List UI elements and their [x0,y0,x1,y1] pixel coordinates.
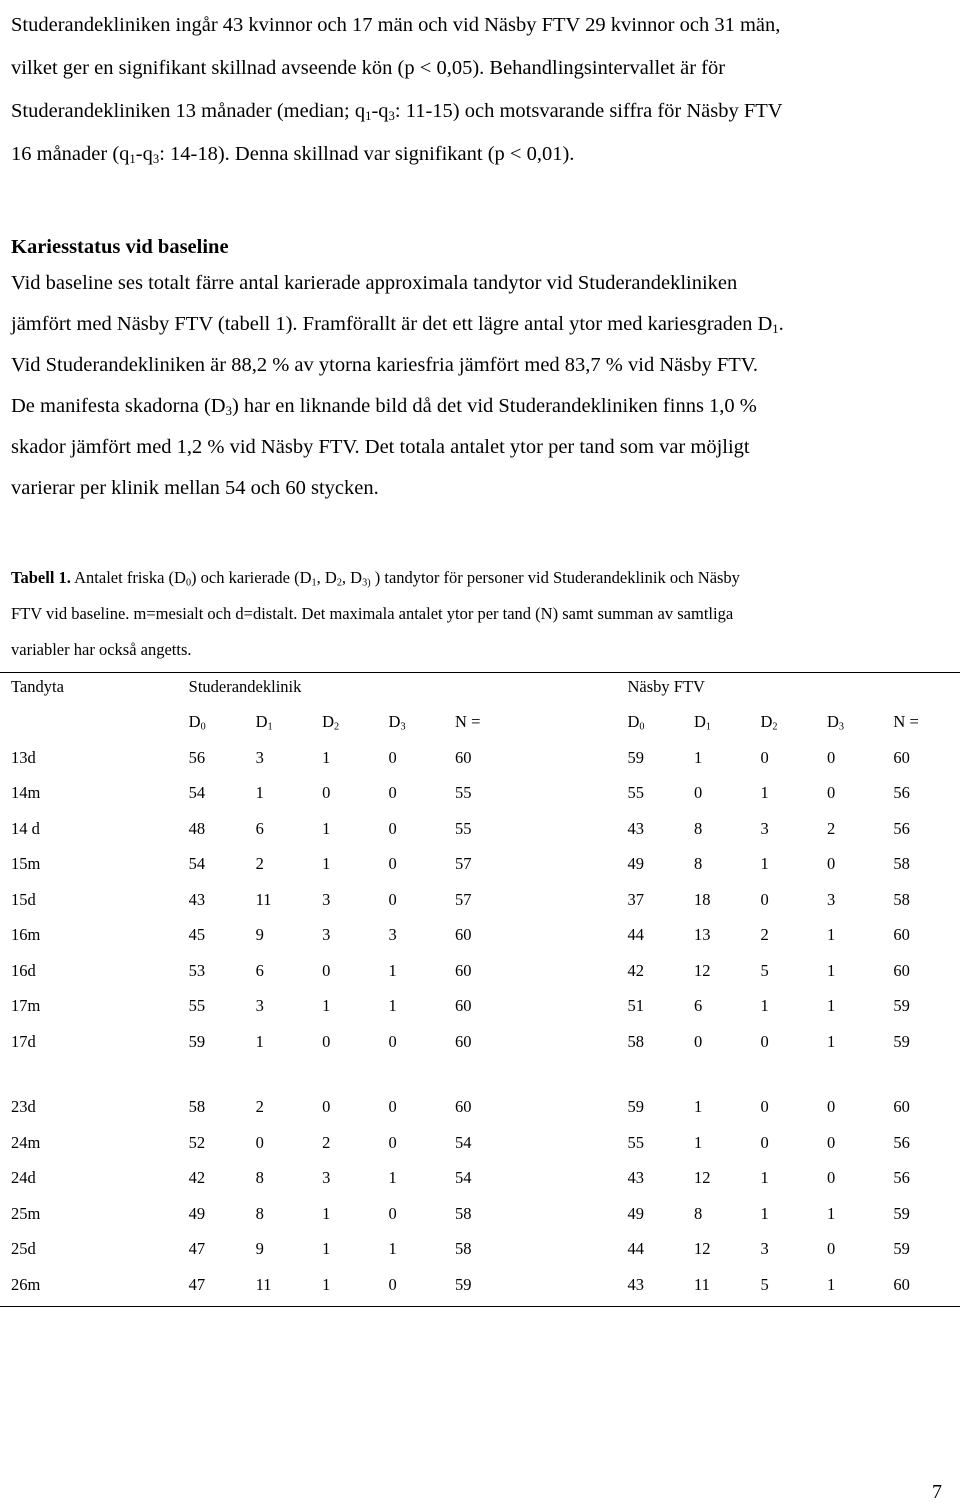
table-row [0,953,960,989]
table-cell: 0 [388,1097,397,1117]
table-cell: 0 [760,747,769,767]
table-cell: 59 [627,1097,644,1117]
table-cell: 11 [255,889,272,909]
table-cell: 0 [322,783,331,803]
table-cell: 59 [893,996,910,1016]
table-row [0,1232,960,1268]
row-tooth-surface: 15m [11,854,41,874]
table-cell: 0 [826,1132,836,1152]
table-cell: 0 [826,1097,836,1117]
table-cell: 1 [255,1031,264,1051]
subheader-nasby-2: $D_2$ [760,712,778,733]
table-cell: 0 [826,1239,836,1259]
table-cell: 1 [322,996,331,1016]
table-cell: 5 [760,1274,769,1294]
table-cell: 60 [455,960,472,980]
table-cell: 1 [826,1031,836,1051]
table-cell: 0 [760,1031,769,1051]
table-cell: 0 [322,1031,331,1051]
table-cell: 0 [322,1097,331,1117]
section-heading: Kariesstatus vid baseline [11,236,229,258]
intro-line-1: Studerandekliniken ingår 43 kvinnor och 17 män och vid Näsby FTV 29 kvinnor och 31 män, [11,14,781,36]
table-cell: 1 [826,960,836,980]
row-tooth-surface: 25d [11,1239,36,1259]
subheader-stud-2: $D_2$ [322,712,340,733]
table-subheader-row [0,705,960,741]
table-cell: 0 [826,747,836,767]
table-cell: 1 [322,818,331,838]
table-cell: 44 [627,925,644,945]
row-tooth-surface: 14 d [11,818,40,838]
table-cell: 1 [388,1168,397,1188]
table-cell: 3 [826,889,836,909]
table-cell: 3 [760,1239,769,1259]
table-cell: 1 [826,996,836,1016]
table-cell: 1 [388,1239,397,1259]
table-cell: 9 [255,925,264,945]
body-line-4: De manifesta skadorna $(D_3)$ har en liknande bild då det vid Studerandekliniken finns 1,0 % [11,395,757,419]
table-cell: 60 [455,1097,472,1117]
table-cell: 1 [760,1168,769,1188]
table-cell: 8 [255,1168,264,1188]
table-cell: 56 [893,1132,910,1152]
table-cell: 0 [388,747,397,767]
table-cell: 58 [188,1097,206,1117]
subheader-nasby-4: N = [893,712,919,732]
table-cell: 12 [693,960,711,980]
table-spacer-row [0,1060,960,1090]
table-cell: 1 [322,854,331,874]
subheader-nasby-0: $D_0$ [627,712,645,733]
table-cell: 1 [255,783,264,803]
table-cell: 0 [388,1132,397,1152]
table-cell: 58 [627,1031,644,1051]
table-cell: 0 [255,1132,264,1152]
table-cell: 0 [693,783,703,803]
table-cell: 54 [455,1132,472,1152]
page-number: 7 [932,1481,942,1503]
header-nasby-ftv: Näsby FTV [627,676,705,696]
table-cell: 55 [627,1132,644,1152]
table-cell: 55 [627,783,644,803]
table-cell: 13 [693,925,711,945]
table-cell: 60 [893,1097,910,1117]
table-cell: 2 [255,854,264,874]
table-cell: 0 [388,818,397,838]
row-tooth-surface: 17d [11,1031,36,1051]
table-cell: 60 [893,925,910,945]
table-cell: 51 [627,996,644,1016]
table-cell: 55 [188,996,206,1016]
header-tandyta: Tandyta [11,676,64,696]
table-cell: 1 [760,1203,769,1223]
table-cell: 59 [455,1274,472,1294]
table-cell: 1 [693,747,703,767]
table-cell: 49 [627,1203,644,1223]
table-row [0,847,960,883]
row-tooth-surface: 23d [11,1097,36,1117]
table-row [0,1161,960,1197]
spacer-cell [0,1060,960,1090]
subheader-stud-0: $D_0$ [188,712,206,733]
row-tooth-surface: 24d [11,1168,36,1188]
table-cell: 60 [893,1274,910,1294]
body-paragraph [11,263,951,509]
table-cell: 1 [760,854,769,874]
caption-line-2: FTV vid baseline. m=mesialt och d=distalt. Det maximala antalet ytor per tand (N) samt summan av samtliga [11,604,734,623]
table-cell: 47 [188,1274,206,1294]
table-cell: 60 [455,1031,472,1051]
table-cell: 11 [255,1274,272,1294]
table-row [0,740,960,776]
table-row [0,989,960,1025]
subheader-nasby-3: $D_3$ [826,712,844,733]
subheader-stud-3: $D_3$ [388,712,406,733]
table-cell: 54 [188,854,206,874]
table-cell: 3 [322,925,331,945]
row-tooth-surface: 25m [11,1203,41,1223]
table-row [0,1090,960,1126]
table-cell: 60 [893,747,910,767]
table-cell: 0 [322,960,331,980]
body-line-3: Vid Studerandekliniken är 88,2 % av ytorna kariesfria jämfört med 83,7 % vid Näsby FTV. [11,354,759,376]
table-cell: 12 [693,1168,711,1188]
row-tooth-surface: 16d [11,960,36,980]
table-cell: 59 [188,1031,206,1051]
table-cell: 6 [255,818,264,838]
table-cell: 55 [455,783,472,803]
row-tooth-surface: 13d [11,747,36,767]
table-cell: 60 [893,960,910,980]
table-cell: 2 [255,1097,264,1117]
table-cell: 0 [826,854,836,874]
header-empty [0,705,178,741]
table-cell: 43 [627,818,644,838]
table-cell: 0 [388,1203,397,1223]
table-cell: 1 [693,1132,703,1152]
table-group-header-row [0,669,960,705]
table-cell: 42 [627,960,644,980]
table-cell: 6 [693,996,703,1016]
table-cell: 3 [322,889,331,909]
table-row [0,1024,960,1060]
row-tooth-surface: 17m [11,996,41,1016]
table-cell: 1 [388,996,397,1016]
table-cell: 47 [188,1239,206,1259]
table-cell: 0 [693,1031,703,1051]
table-cell: 0 [760,1097,769,1117]
table-cell: 2 [322,1132,331,1152]
table-cell: 54 [188,783,206,803]
table-cell: 12 [693,1239,711,1259]
table-row [0,918,960,954]
table-cell: 37 [627,889,644,909]
table-cell: 6 [255,960,264,980]
table-cell: 8 [693,1203,703,1223]
subheader-stud-4: N = [455,712,481,732]
table-cell: 1 [322,1239,331,1259]
table-row [0,776,960,812]
table-cell: 58 [455,1203,472,1223]
table-cell: 43 [627,1168,644,1188]
table-cell: 53 [188,960,206,980]
subheader-stud-1: $D_1$ [255,712,273,733]
caption-line-1: Tabell 1. Antalet friska $(D_0)$ och karierade ($D_1$, $D_2$, $D_{3)}$ ) tandytor för personer vid Studerandeklinik och Näsby [11,568,740,589]
table-cell: 56 [893,818,910,838]
caption-line-3: variabler har också angetts. [11,640,192,659]
table-cell: 58 [893,889,910,909]
table-cell: 8 [693,854,703,874]
table-cell: 48 [188,818,206,838]
table-cell: 59 [893,1203,910,1223]
table-cell: 60 [455,925,472,945]
table-cell: 55 [455,818,472,838]
row-tooth-surface: 15d [11,889,36,909]
table-cell: 1 [826,1274,836,1294]
table-cell: 56 [893,1168,910,1188]
table-cell: 8 [255,1203,264,1223]
table-cell: 11 [693,1274,710,1294]
table-cell: 43 [627,1274,644,1294]
table-cell: 3 [760,818,769,838]
table-cell: 2 [826,818,836,838]
table-cell: 58 [455,1239,472,1259]
table-cell: 52 [188,1132,206,1152]
table-cell: 3 [255,996,264,1016]
row-tooth-surface: 26m [11,1274,41,1294]
table-cell: 0 [388,1031,397,1051]
table-cell: 0 [826,783,836,803]
table-cell: 1 [322,747,331,767]
row-tooth-surface: 14m [11,783,41,803]
table-cell: 1 [322,1203,331,1223]
table-cell: 42 [188,1168,206,1188]
table-cell: 43 [188,889,206,909]
caption-label: Tabell 1. [11,568,71,587]
table-row [0,1196,960,1232]
table-cell: 1 [322,1274,331,1294]
table-cell: 1 [388,960,397,980]
table-row [0,882,960,918]
table-cell: 2 [760,925,769,945]
table-cell: 45 [188,925,206,945]
table-cell: 60 [455,747,472,767]
table-cell: 59 [627,747,644,767]
table-row [0,811,960,847]
table-cell: 0 [826,1168,836,1188]
intro-paragraph [11,4,951,176]
subheader-nasby-1: $D_1$ [693,712,711,733]
table-row [0,1125,960,1161]
row-tooth-surface: 16m [11,925,41,945]
table-cell: 1 [760,996,769,1016]
table-cell: 3 [255,747,264,767]
table-cell: 1 [826,925,836,945]
table-cell: 18 [693,889,711,909]
table-cell: 60 [455,996,472,1016]
caries-table [0,669,960,1303]
table-cell: 0 [388,1274,397,1294]
table-row [0,1267,960,1303]
table-cell: 0 [760,1132,769,1152]
row-tooth-surface: 24m [11,1132,41,1152]
body-line-2: jämfört med Näsby FTV (tabell 1). Framförallt är det ett lägre antal ytor med kariesgraden $D_1$. [11,313,784,337]
intro-line-4: 16 månader ($q_1-q_3$: 14-18). Denna skillnad var signifikant (p < 0,01). [11,143,575,167]
table-cell: 59 [893,1031,910,1051]
table-cell: 0 [388,889,397,909]
table-cell: 9 [255,1239,264,1259]
table-caption [11,560,951,668]
body-line-6: varierar per klinik mellan 54 och 60 stycken. [11,477,379,499]
body-line-5: skador jämfört med 1,2 % vid Näsby FTV. Det totala antalet ytor per tand som var möjligt [11,436,750,458]
intro-line-3: Studerandekliniken 13 månader (median; $q_1-q_3$: 11-15) och motsvarande siffra för Näsby FTV [11,100,783,124]
table-bottom-rule [0,1306,960,1307]
table-cell: 0 [760,889,769,909]
table-cell: 57 [455,889,472,909]
table-cell: 1 [693,1097,703,1117]
table-cell: 3 [322,1168,331,1188]
table-cell: 59 [893,1239,910,1259]
table-cell: 5 [760,960,769,980]
table-cell: 3 [388,925,397,945]
table-cell: 0 [388,783,397,803]
body-line-1: Vid baseline ses totalt färre antal karierade approximala tandytor vid Studerandekliniken [11,272,738,294]
table-cell: 57 [455,854,472,874]
intro-line-2: vilket ger en signifikant skillnad avseende kön (p < 0,05). Behandlingsintervallet är för [11,57,726,79]
table-cell: 58 [893,854,910,874]
table-cell: 8 [693,818,703,838]
table-cell: 44 [627,1239,644,1259]
table-cell: 0 [388,854,397,874]
table-cell: 1 [760,783,769,803]
header-studerandeklinik: Studerandeklinik [188,676,302,696]
table-cell: 54 [455,1168,472,1188]
table-cell: 56 [188,747,206,767]
table-cell: 1 [826,1203,836,1223]
table-cell: 49 [188,1203,206,1223]
table-cell: 49 [627,854,644,874]
table-cell: 56 [893,783,910,803]
